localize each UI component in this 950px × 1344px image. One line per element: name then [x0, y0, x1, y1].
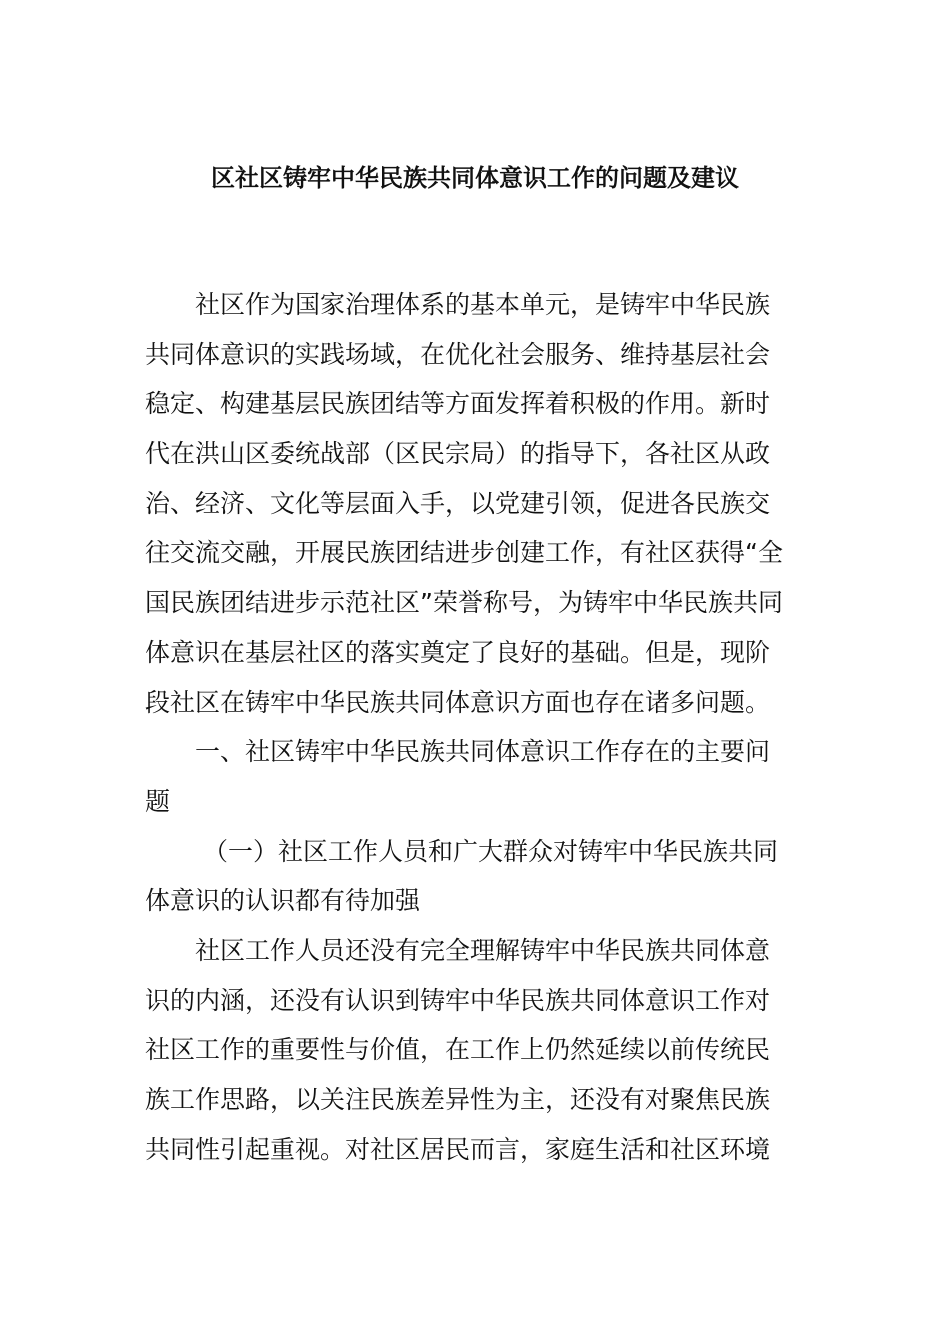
paragraph-line: 体意识在基层社区的落实奠定了良好的基础。但是，现阶	[145, 637, 771, 667]
paragraph-line: 代在洪山区委统战部（区民宗局）的指导下，各社区从政	[145, 439, 771, 469]
paragraph-line: 治、经济、文化等层面入手，以党建引领，促进各民族交	[145, 488, 771, 518]
section-heading-line: 题	[145, 786, 171, 816]
paragraph-line: 社区工作人员还没有完全理解铸牢中华民族共同体意	[195, 935, 771, 965]
subsection-heading-line: （一）社区工作人员和广大群众对铸牢中华民族共同	[203, 836, 779, 866]
paragraph-line: 往交流交融，开展民族团结进步创建工作，有社区获得“全	[145, 538, 783, 568]
subsection-heading-line: 体意识的认识都有待加强	[145, 886, 421, 916]
section-heading-line: 一、社区铸牢中华民族共同体意识工作存在的主要问	[195, 737, 771, 767]
paragraph-line: 社区作为国家治理体系的基本单元，是铸牢中华民族	[195, 290, 771, 319]
paragraph-line: 共同体意识的实践场域，在优化社会服务、维持基层社会	[145, 339, 771, 369]
paragraph-line: 段社区在铸牢中华民族共同体意识方面也存在诸多问题。	[145, 687, 771, 717]
paragraph-line: 国民族团结进步示范社区”荣誉称号，为铸牢中华民族共同	[145, 588, 783, 618]
paragraph-line: 识的内涵，还没有认识到铸牢中华民族共同体意识工作对	[145, 985, 771, 1015]
paragraph-line: 族工作思路，以关注民族差异性为主，还没有对聚焦民族	[145, 1085, 771, 1114]
document-title: 区社区铸牢中华民族共同体意识工作的问题及建议	[211, 164, 739, 192]
paragraph-line: 共同性引起重视。对社区居民而言，家庭生活和社区环境	[145, 1134, 771, 1164]
paragraph-line: 稳定、构建基层民族团结等方面发挥着积极的作用。新时	[145, 389, 771, 419]
paragraph-line: 社区工作的重要性与价值，在工作上仍然延续以前传统民	[145, 1035, 771, 1065]
document-body	[145, 280, 807, 1174]
